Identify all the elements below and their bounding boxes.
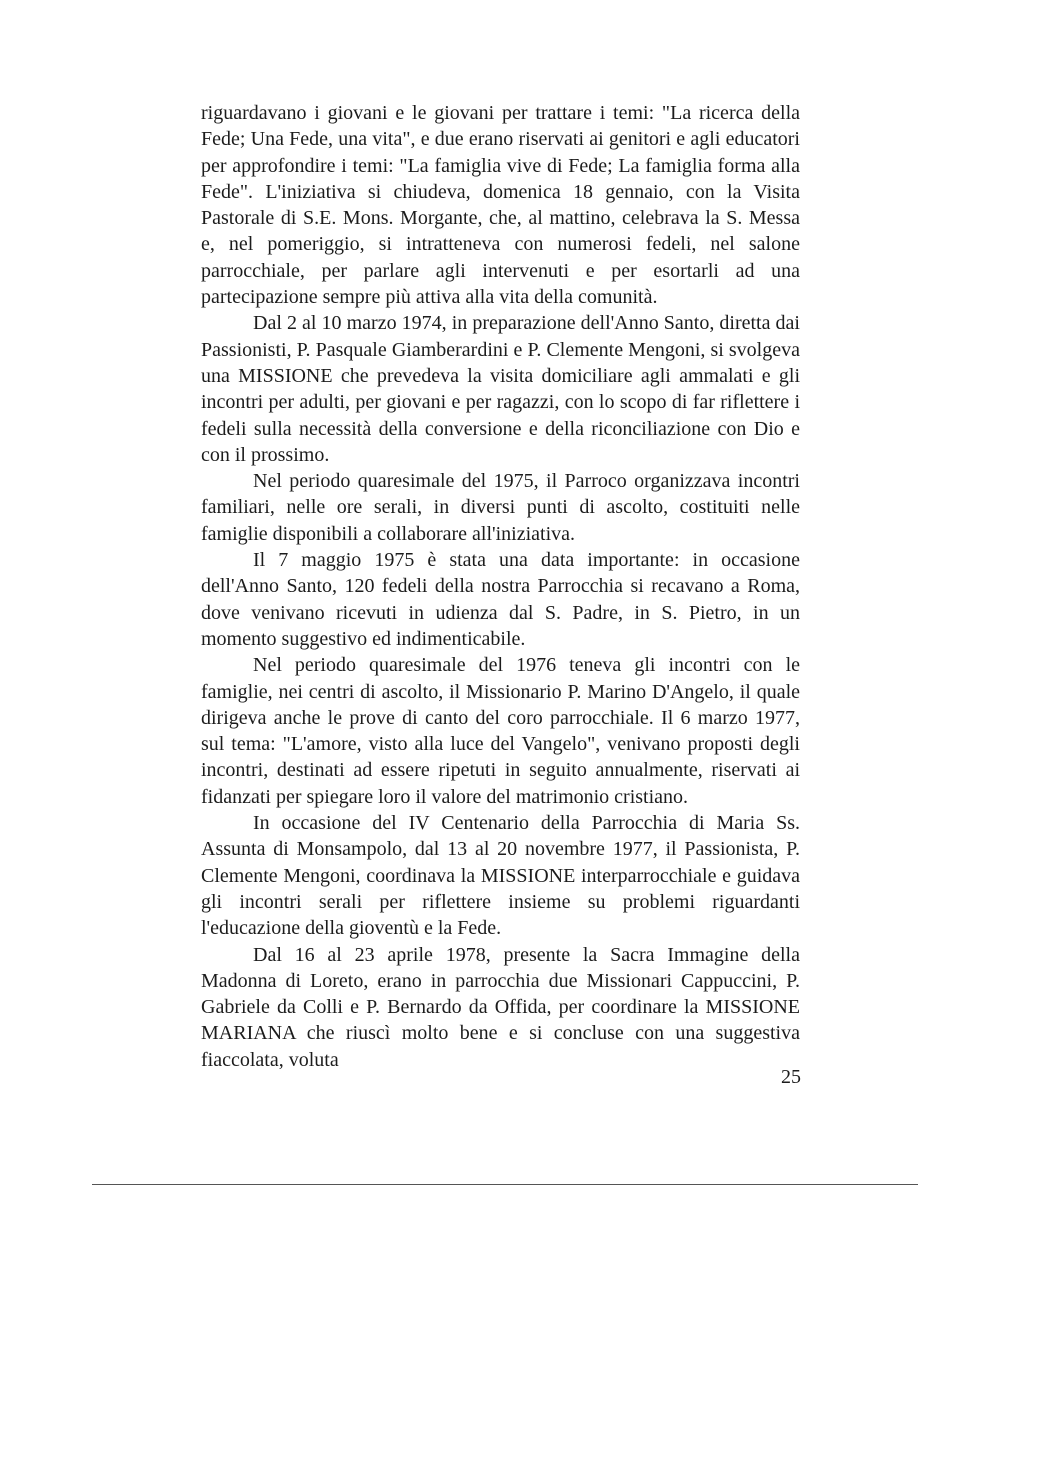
paragraph: Dal 16 al 23 aprile 1978, presente la Sacra Immagine della Madonna di Loreto, erano in parrocchia due Missionari Cappuccini, P. Gabriele da Colli e P. Bernardo da Offida, per coordinare la MISSIONE MARIANA che riuscì molto bene e si concluse con una suggestiva fiaccolata, voluta [201, 943, 800, 1071]
page-number: 25 [781, 1066, 801, 1088]
paragraph: Nel periodo quaresimale del 1976 teneva gli incontri con le famiglie, nei centri di ascolto, il Missionario P. Marino D'Angelo, il quale dirigeva anche le prove di canto del coro parrocchiale. Il 6 marzo 1977, sul tema: "L'amore, visto alla luce del Vangelo", venivano proposti degli incontri, destinati ad essere ripetuti in seguito annualmente, riservati ai fidanzati per spiegare loro il valore del matrimonio cristiano. [201, 654, 800, 808]
page-edge-rule [92, 1184, 918, 1185]
paragraph: riguardavano i giovani e le giovani per trattare i temi: "La ricerca della Fede; Una Fede, una vita", e due erano riservati ai genitori e agli educatori per approfondire i temi: "La famiglia vive di Fede; La famiglia forma alla Fede". L'iniziativa si chiudeva, domenica 18 gennaio, con la Visita Pastorale di S.E. Mons. Morgante, che, al mattino, celebrava la S. Messa e, nel pomeriggio, si intratteneva con numerosi fedeli, nel salone parrocchiale, per parlare agli intervenuti e per esortarli ad una partecipazione sempre più attiva alla vita della comunità. [201, 102, 800, 309]
paragraph: Nel periodo quaresimale del 1975, il Parroco organizzava incontri familiari, nelle ore serali, in diversi punti di ascolto, costituiti nelle famiglie disponibili a collaborare all'iniziativa. [201, 470, 800, 545]
paragraph: Il 7 maggio 1975 è stata una data importante: in occasione dell'Anno Santo, 120 fedeli della nostra Parrocchia si recavano a Roma, dove venivano ricevuti in udienza dal S. Padre, in S. Pietro, in un momento suggestivo ed indimenticabile. [201, 549, 800, 650]
paragraph: In occasione del IV Centenario della Parrocchia di Maria Ss. Assunta di Monsampolo, dal 13 al 20 novembre 1977, il Passionista, P. Clemente Mengoni, coordinava la MISSIONE interparrocchiale e guidava gli incontri serali per riflettere insieme su problemi riguardanti l'educazione della gioventù e la Fede. [201, 812, 800, 940]
paragraph: Dal 2 al 10 marzo 1974, in preparazione dell'Anno Santo, diretta dai Passionisti, P. Pasquale Giamberardini e P. Clemente Mengoni, si svolgeva una MISSIONE che prevedeva la visita domiciliare agli ammalati e gli incontri per adulti, per giovani e per ragazzi, con lo scopo di far riflettere i fedeli sulla necessità della conversione e della riconciliazione con Dio e con il prossimo. [201, 312, 800, 466]
body-text [201, 100, 800, 1073]
